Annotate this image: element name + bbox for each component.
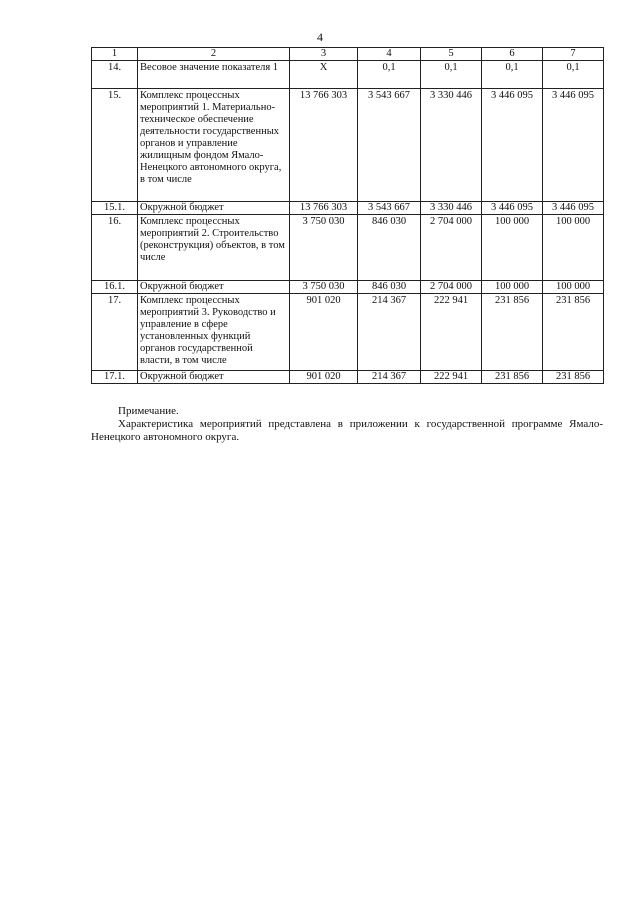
row-value: 100 000 bbox=[482, 215, 543, 281]
table-header-row bbox=[92, 48, 604, 61]
row-number: 16.1. bbox=[92, 281, 138, 294]
budget-table bbox=[91, 47, 604, 384]
row-value: 231 856 bbox=[543, 371, 604, 384]
row-value: 3 446 095 bbox=[482, 89, 543, 202]
row-value: 3 750 030 bbox=[290, 281, 358, 294]
row-value: 3 330 446 bbox=[421, 202, 482, 215]
row-value: X bbox=[290, 61, 358, 89]
row-value: 3 446 095 bbox=[543, 89, 604, 202]
row-value: 3 330 446 bbox=[421, 89, 482, 202]
row-value: 3 446 095 bbox=[543, 202, 604, 215]
note-text: Характеристика мероприятий представлена в приложении к государственной программе Ямало-Ненецкого автономного округа. bbox=[91, 418, 603, 443]
row-value: 0,1 bbox=[358, 61, 421, 89]
row-number: 16. bbox=[92, 215, 138, 281]
row-value: 231 856 bbox=[482, 371, 543, 384]
row-value: 231 856 bbox=[482, 294, 543, 371]
row-number: 15. bbox=[92, 89, 138, 202]
table-row bbox=[92, 61, 604, 89]
row-value: 0,1 bbox=[543, 61, 604, 89]
row-number: 17.1. bbox=[92, 371, 138, 384]
table-row bbox=[92, 294, 604, 371]
row-name: Комплекс процессных мероприятий 1. Материально-техническое обеспечение деятельности государственных органов и управление жилищным фондом Ямало-Ненецкого автономного округа, в том числе bbox=[138, 89, 290, 202]
row-value: 3 750 030 bbox=[290, 215, 358, 281]
row-number: 17. bbox=[92, 294, 138, 371]
row-number: 14. bbox=[92, 61, 138, 89]
row-name: Окружной бюджет bbox=[138, 281, 290, 294]
row-value: 100 000 bbox=[543, 281, 604, 294]
row-value: 214 367 bbox=[358, 294, 421, 371]
row-value: 222 941 bbox=[421, 371, 482, 384]
header-cell: 2 bbox=[138, 48, 290, 61]
row-value: 214 367 bbox=[358, 371, 421, 384]
header-cell: 4 bbox=[358, 48, 421, 61]
row-value: 100 000 bbox=[482, 281, 543, 294]
row-value: 846 030 bbox=[358, 215, 421, 281]
table-row bbox=[92, 281, 604, 294]
row-value: 901 020 bbox=[290, 294, 358, 371]
table-row bbox=[92, 215, 604, 281]
row-value: 13 766 303 bbox=[290, 89, 358, 202]
table-row bbox=[92, 371, 604, 384]
row-value: 3 543 667 bbox=[358, 202, 421, 215]
row-value: 2 704 000 bbox=[421, 215, 482, 281]
note-title: Примечание. bbox=[118, 405, 179, 417]
row-value: 846 030 bbox=[358, 281, 421, 294]
row-name: Окружной бюджет bbox=[138, 202, 290, 215]
header-cell: 5 bbox=[421, 48, 482, 61]
row-value: 100 000 bbox=[543, 215, 604, 281]
row-number: 15.1. bbox=[92, 202, 138, 215]
row-value: 0,1 bbox=[421, 61, 482, 89]
page-number: 4 bbox=[317, 30, 323, 44]
table-row bbox=[92, 202, 604, 215]
row-value: 901 020 bbox=[290, 371, 358, 384]
header-cell: 1 bbox=[92, 48, 138, 61]
row-name: Окружной бюджет bbox=[138, 371, 290, 384]
row-name: Комплекс процессных мероприятий 2. Строительство (реконструкция) объектов, в том числе bbox=[138, 215, 290, 281]
header-cell: 3 bbox=[290, 48, 358, 61]
header-cell: 7 bbox=[543, 48, 604, 61]
row-value: 2 704 000 bbox=[421, 281, 482, 294]
row-value: 231 856 bbox=[543, 294, 604, 371]
row-value: 13 766 303 bbox=[290, 202, 358, 215]
header-cell: 6 bbox=[482, 48, 543, 61]
row-value: 3 543 667 bbox=[358, 89, 421, 202]
row-value: 3 446 095 bbox=[482, 202, 543, 215]
table-row bbox=[92, 89, 604, 202]
note-block bbox=[91, 405, 603, 444]
row-value: 0,1 bbox=[482, 61, 543, 89]
row-value: 222 941 bbox=[421, 294, 482, 371]
row-name: Весовое значение показателя 1 bbox=[138, 61, 290, 89]
row-name: Комплекс процессных мероприятий 3. Руководство и управление в сфере установленных функций органов государственной власти, в том числе bbox=[138, 294, 290, 371]
